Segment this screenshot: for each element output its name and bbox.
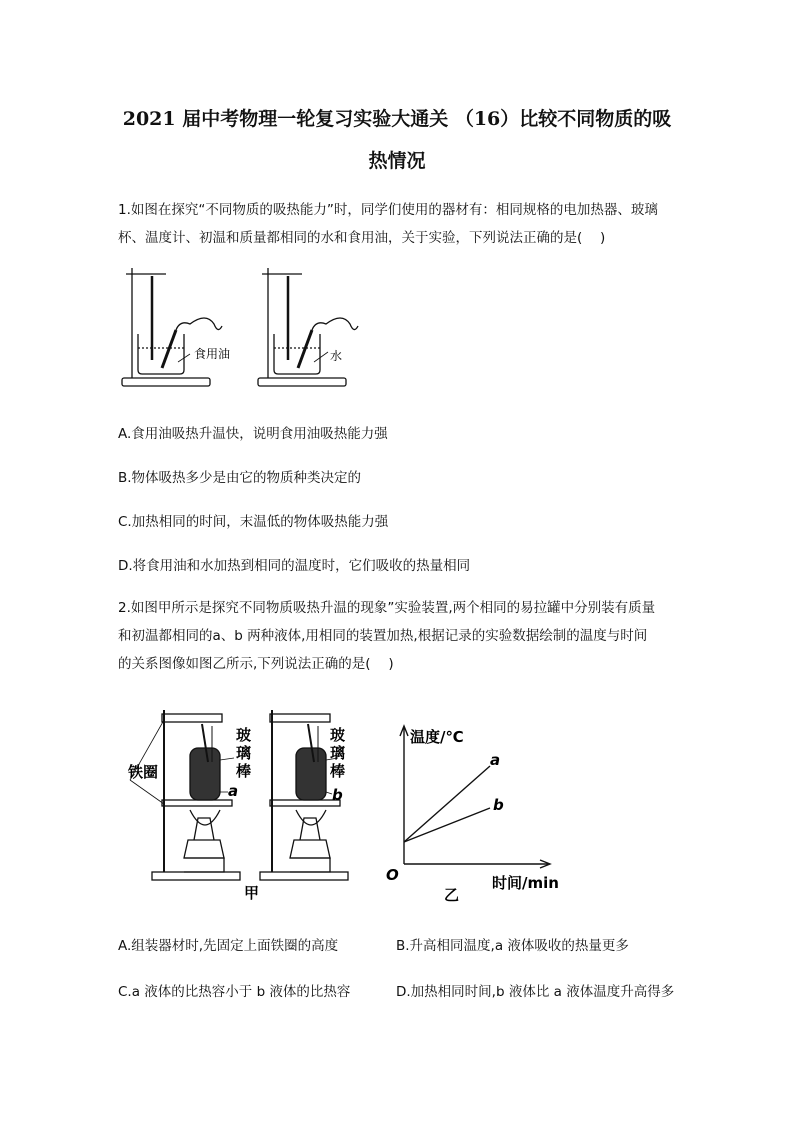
q2-figure-jia <box>120 700 370 910</box>
q2-right-can <box>296 748 326 800</box>
q1-option-a: A.食用油吸热升温快，说明食用油吸热能力强 <box>118 426 388 442</box>
page-title-line1: 2021 届中考物理一轮复习实验大通关 （16）比较不同物质的吸 <box>122 108 672 130</box>
q1-left-beaker <box>138 334 184 374</box>
q2-label-b: b <box>332 786 343 804</box>
q2-right-label-rod-1: 玻 <box>330 726 346 744</box>
q2-left-top-ring <box>162 714 222 722</box>
q2-label-a: a <box>228 782 239 800</box>
q1-label-oil: 食用油 <box>194 347 231 361</box>
q2-stem-line3: 的关系图像如图乙所示,下列说法正确的是( ) <box>118 656 394 672</box>
q1-right-heater <box>298 330 312 368</box>
q2-option-d: D.加热相同时间,b 液体比 a 液体温度升高得多 <box>396 984 675 1000</box>
q2-caption-jia: 甲 <box>244 884 260 902</box>
q1-option-b: B.物体吸热多少是由它的物质种类决定的 <box>118 470 362 486</box>
q2-right-lower-ring <box>270 800 340 806</box>
q2-option-b: B.升高相同温度,a 液体吸收的热量更多 <box>396 938 629 954</box>
q2-right-top-ring <box>270 714 330 722</box>
q2-left-can <box>190 748 220 800</box>
q2-left-label-rod-2: 璃 <box>236 744 252 762</box>
q2-stem-line1: 2.如图甲所示是探究不同物质吸热升温的现象”实验装置,两个相同的易拉罐中分别装有质量 <box>118 600 656 616</box>
q2-left-lower-ring <box>162 800 232 806</box>
q1-stem-line1: 1.如图在探究“不同物质的吸热能力”时，同学们使用的器材有：相同规格的电加热器、玻璃 <box>118 202 658 218</box>
q2-left-lamp-neck <box>194 818 214 840</box>
q2-left-label-rod-1: 玻 <box>236 726 252 744</box>
q2-stem <box>118 594 684 678</box>
q2-right-base <box>260 872 348 880</box>
q1-left-heater <box>162 330 176 368</box>
q1-label-water: 水 <box>330 349 343 363</box>
q2-left-lamp <box>184 840 224 858</box>
q1-option-d: D.将食用油和水加热到相同的温度时，它们吸收的热量相同 <box>118 558 471 574</box>
q2-y-label: 温度/℃ <box>410 728 464 746</box>
q2-line-a-label: a <box>490 751 501 769</box>
q2-option-c: C.a 液体的比热容小于 b 液体的比热容 <box>118 984 351 1000</box>
q2-left-label-rod-3: 棒 <box>236 762 252 780</box>
q1-stem <box>118 196 684 252</box>
q2-stem-line2: 和初温都相同的a、b 两种液体,用相同的装置加热,根据记录的实验数据绘制的温度与时间 <box>118 628 648 644</box>
q2-right-label-rod-3: 棒 <box>330 762 346 780</box>
q1-right-beaker <box>274 334 320 374</box>
q2-line-a <box>404 766 490 842</box>
q1-option-c: C.加热相同的时间，末温低的物体吸热能力强 <box>118 514 389 530</box>
q1-right-wire <box>312 318 358 330</box>
q2-line-b <box>404 808 490 842</box>
q1-left-wire <box>176 318 222 330</box>
q1-left-base <box>122 378 210 386</box>
q2-origin-label: O <box>386 866 399 884</box>
q2-caption-yi: 乙 <box>444 886 460 904</box>
q2-figure-yi <box>380 718 580 906</box>
q2-x-label: 时间/min <box>492 874 559 892</box>
q1-stem-line2: 杯、温度计、初温和质量都相同的水和食用油，关于实验，下列说法正确的是( ) <box>118 230 606 246</box>
q2-label-ring: 铁圈 <box>128 763 159 781</box>
q2-right-lamp <box>290 840 330 858</box>
q1-figure <box>118 262 368 397</box>
q2-left-base <box>152 872 240 880</box>
q1-right-base <box>258 378 346 386</box>
q2-right-lamp-neck <box>300 818 320 840</box>
q2-line-b-label: b <box>493 796 504 814</box>
page-title-line2: 热情况 <box>368 150 426 172</box>
q2-option-a: A.组装器材时,先固定上面铁圈的高度 <box>118 938 339 954</box>
q2-right-label-rod-2: 璃 <box>330 744 346 762</box>
